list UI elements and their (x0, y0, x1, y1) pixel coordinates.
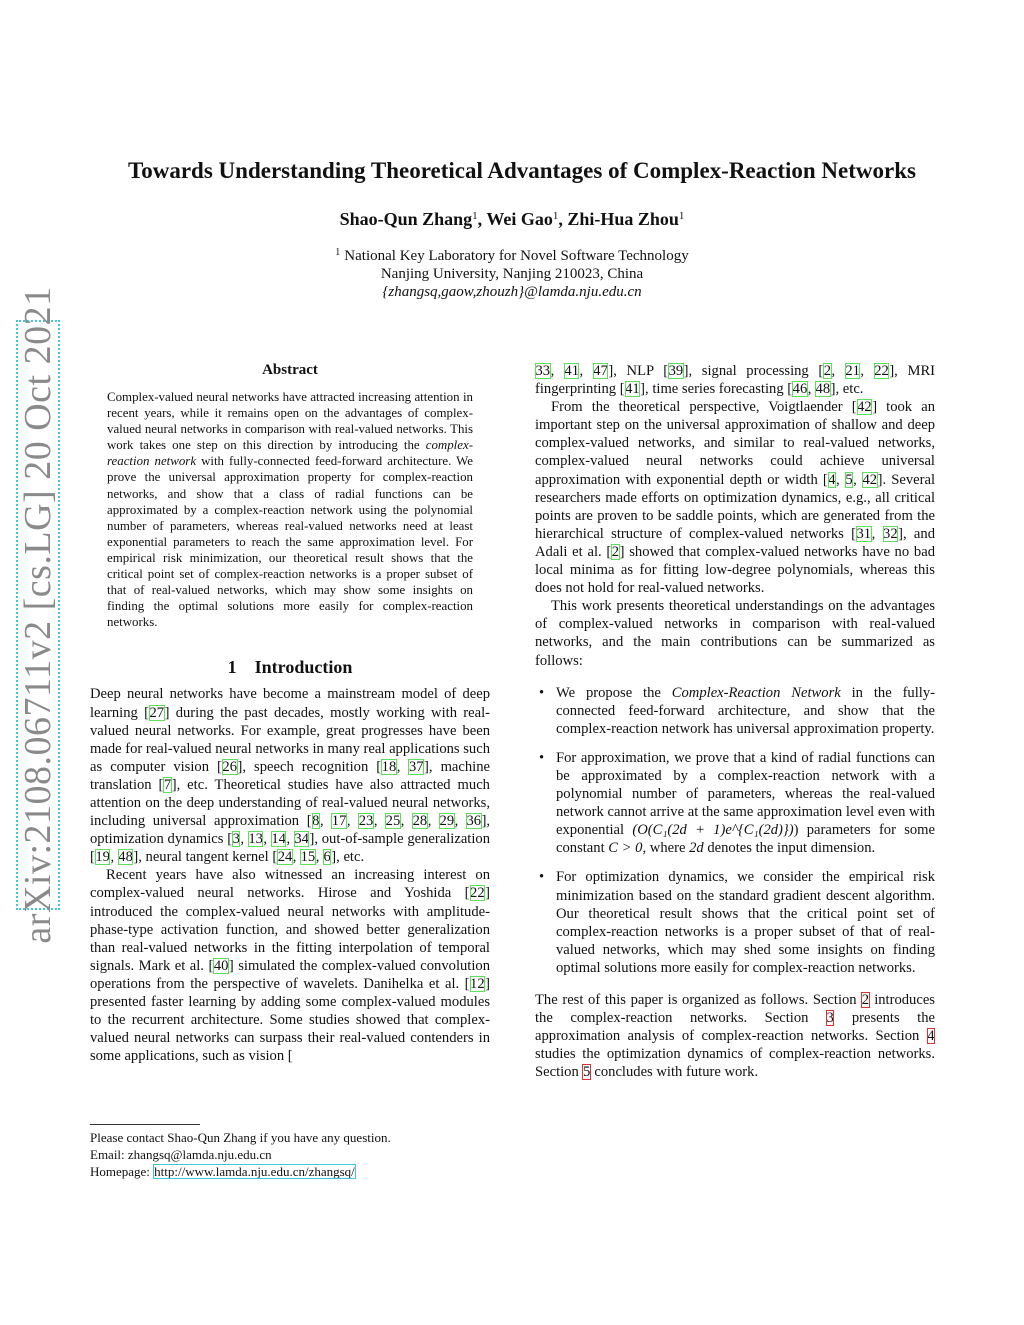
intro-paragraph-2 (90, 866, 490, 1065)
footnote-rule (90, 1124, 200, 1125)
abstract-text-part: Complex-valued neural networks have attracted increasing attention in recent years, while it remains open on the advantages of complex-valued neural networks in comparison with real-valued networks. This work takes one step on this direction by introducing the (107, 390, 473, 453)
text-run: presents the approximation analysis of complex-reaction networks. Section (535, 1010, 935, 1045)
citation-link[interactable]: 48 (118, 849, 133, 866)
footnote-homepage (90, 1163, 490, 1180)
section-title: Introduction (254, 657, 353, 678)
footnote-contact: Please contact Shao-Qun Zhang if you have any question. (90, 1130, 391, 1145)
citation-link[interactable]: 33 (535, 363, 551, 379)
text-run: , (319, 813, 332, 830)
math-expression: C > 0 (608, 840, 643, 857)
text-run: , (454, 813, 466, 830)
citation-link[interactable]: 18 (381, 758, 397, 775)
citation-link[interactable]: 31 (856, 525, 872, 542)
intro-paragraph-2-continued (535, 362, 935, 398)
citation-link[interactable]: 7 (163, 776, 172, 793)
author-list: Shao-Qun Zhang$^1$, Wei Gao$^1$, Zhi-Hua Zhou$^1$ (339, 209, 685, 229)
text-run: ], signal processing [ (683, 363, 824, 379)
text-run: , (396, 758, 409, 775)
citation-link[interactable]: 3 (232, 831, 240, 848)
text-run: , (807, 381, 816, 398)
footnote-homepage-label: Homepage: (90, 1164, 154, 1179)
citation-link[interactable]: 28 (412, 813, 428, 830)
text-run: introduces the complex-reaction networks. Section (535, 992, 935, 1027)
section-reference-link[interactable]: 5 (582, 1064, 591, 1081)
text-run: ] presented faster learning by adding some complex-valued modules to the recurrent architecture. Some studies showed that complex-valued neural networks can surpass their real-valued contenders in some applications, such as vision [ (90, 975, 490, 1065)
affiliation-marker: 1 (335, 247, 341, 258)
text-run: ], and Adali et al. [ (535, 525, 935, 560)
homepage-link[interactable]: http://www.lamda.nju.edu.cn/zhangsq/ (154, 1164, 355, 1179)
intro-paragraph-4: This work presents theoretical understandings on the advantages of complex-valued networks in comparison with real-valued networks, and the main contributions can be summarized as follows: (535, 598, 935, 669)
citation-link[interactable]: 34 (294, 831, 309, 848)
citation-link[interactable]: 19 (95, 849, 110, 866)
contribution-item: • For optimization dynamics, we consider the empirical risk minimization based on the standard gradient descent algorithm. Our theoretical result shows that the critical point set of complex-reaction networks is a proper subset of that of real-valued networks, which may shed some insights on finding optimal solutions more easily for complex-reaction networks. (535, 868, 935, 977)
citation-link[interactable]: 25 (385, 813, 401, 830)
citation-link[interactable]: 14 (271, 831, 286, 848)
intro-paragraph-1 (90, 685, 490, 866)
citation-link[interactable]: 5 (845, 471, 853, 488)
text-run: ], etc. (331, 849, 365, 866)
text-run: , (427, 813, 440, 830)
text-run: ], neural tangent kernel [ (133, 849, 278, 866)
citation-link[interactable]: 42 (862, 471, 878, 488)
author-affiliation-marker: 1 (678, 210, 685, 222)
text-run: Deep neural networks have become a mainstream model of deep learning [ (90, 686, 490, 721)
text-run: , (263, 831, 271, 848)
abstract-text (107, 389, 473, 630)
text-run: ) parameters for some constant (556, 822, 936, 857)
citation-link[interactable]: 21 (845, 363, 860, 379)
citation-link[interactable]: 46 (792, 381, 808, 398)
footnote (90, 1124, 490, 1180)
citation-link[interactable]: 27 (149, 704, 165, 721)
citation-link[interactable]: 42 (857, 399, 872, 416)
contribution-item (535, 684, 935, 738)
text-run: ], optimization dynamics [ (90, 813, 491, 848)
text-run: ], NLP [ (608, 363, 669, 379)
text-run: , (373, 813, 386, 830)
section-heading-introduction (90, 657, 490, 678)
citation-link[interactable]: 26 (222, 758, 238, 775)
math-expression: (O(C₁(2d + 1)e^{C₁(2d)}) (632, 822, 794, 839)
text-run: , (836, 471, 845, 488)
emphasized-term: Complex-Reaction Network (671, 684, 841, 701)
citation-link[interactable]: 39 (668, 363, 684, 379)
citation-link[interactable]: 4 (828, 471, 836, 488)
citation-link[interactable]: 37 (408, 758, 424, 775)
section-reference-link[interactable]: 4 (927, 1028, 935, 1045)
left-column (90, 362, 490, 1065)
text-run: , (860, 363, 874, 379)
citation-link[interactable]: 29 (439, 813, 455, 830)
text-run: , (315, 849, 323, 866)
citation-link[interactable]: 22 (470, 885, 485, 902)
text-run: ] took an important step on the universal approximation of shallow and deep complex-valued networks, and similar to real-valued networks, complex-valued neural networks could achieve universal approximation with exponential depth or width [ (535, 399, 935, 488)
citation-link[interactable]: 15 (300, 849, 316, 866)
author-name: Shao-Qun Zhang (339, 209, 473, 229)
text-run: , (871, 525, 883, 542)
citation-link[interactable]: 48 (815, 381, 831, 398)
author-name: Wei Gao (486, 209, 553, 229)
right-column (535, 362, 935, 1081)
text-run: , (240, 831, 248, 848)
contributions-list (535, 684, 935, 977)
text-run: , (831, 363, 845, 379)
citation-link[interactable]: 22 (874, 363, 889, 379)
citation-link[interactable]: 8 (312, 813, 320, 830)
text-run: , (400, 813, 413, 830)
text-run: For approximation, we prove that a kind of radial functions can be approximated by a complex-reaction network with a polynomial number of parameters, whereas the real-valued network cannot arrive at the same approximation level even with exponential (556, 749, 935, 839)
text-run: ], out-of-sample generalization [ (90, 831, 491, 866)
text-run: ] introduced the complex-valued neural networks with amplitude-phase-type activation function, and showed better generalization than real-valued networks in the fitting interpolation of temporal signals. Mark et al. [ (90, 885, 490, 974)
text-run: ], time series forecasting [ (640, 381, 793, 398)
text-run: ] during the past decades, mostly working with real-valued neural networks. For example, great progresses have been made for real-valued neural networks in many real applications such as computer vision [ (90, 704, 490, 775)
section-number: 1 (227, 657, 237, 678)
intro-paragraph-3 (535, 398, 935, 597)
text-run: Recent years have also witnessed an increasing interest on complex-valued neural networks. Hirose and Yoshida [ (90, 867, 490, 902)
text-run: studies the optimization dynamics of complex-reaction networks. Section (535, 1046, 935, 1081)
text-run: denotes the input dimension. (703, 840, 876, 857)
text-run: ], MRI fingerprinting [ (535, 363, 936, 398)
text-run: in the fully-connected feed-forward architecture, and show that the complex-reaction network has universal approximation property. (556, 684, 935, 737)
contribution-item (535, 749, 935, 858)
citation-link[interactable]: 6 (323, 849, 331, 866)
citation-link[interactable]: 23 (358, 813, 374, 830)
arxiv-stamp (16, 286, 64, 944)
citation-link[interactable]: 32 (883, 525, 898, 542)
text-run: ] showed that complex-valued networks have no bad local minima as for fitting low-degree polynomials, whereas this does not hold for real-valued networks. (535, 543, 935, 597)
intro-paragraph-5 (535, 991, 935, 1081)
math-expression: 2d (689, 840, 704, 857)
text-run: , (110, 849, 118, 866)
text-run: ] simulated the complex-valued convolution operations from the perspective of wavelets. Danihelka et al. [ (90, 957, 490, 992)
text-run: concludes with future work. (590, 1064, 759, 1081)
text-run: ], etc. Theoretical studies have also attracted much attention on the deep understanding of real-valued neural networks, including universal approximation [ (90, 776, 490, 830)
text-run: ], speech recognition [ (237, 758, 382, 775)
citation-link[interactable]: 47 (593, 363, 608, 379)
footnote-email: Email: zhangsq@lamda.nju.edu.cn (90, 1147, 272, 1162)
citation-link[interactable]: 41 (625, 381, 640, 398)
abstract-heading: Abstract (262, 362, 318, 378)
text-run: ]. Several researchers made efforts on optimization dynamics, e.g., all critical points are proven to be saddle points, which are generated from the hierarchical structure of complex-valued networks [ (535, 471, 936, 542)
author-affiliation-marker: 1 (472, 210, 478, 222)
section-reference-link[interactable]: 2 (861, 992, 870, 1008)
section-reference-link[interactable]: 3 (826, 1010, 834, 1027)
text-run: We propose the (556, 684, 672, 701)
citation-link[interactable]: 12 (470, 975, 485, 992)
citation-link[interactable]: 2 (823, 363, 832, 379)
citation-link[interactable]: 13 (248, 831, 263, 848)
citation-link[interactable]: 41 (564, 363, 579, 379)
abstract-term: complex-reaction network (107, 438, 473, 469)
text-run: ], etc. (830, 381, 864, 398)
abstract-text-part: with fully-connected feed-forward architecture. We prove the universal approximation property for complex-reaction networks, and show that a class of radial functions can be approximated by a complex-reaction network using the polynomial number of parameters, whereas real-valued networks need at least exponential parameters to reach the same approximation level. For empirical risk minimization, our theoretical result shows that the critical point set of complex-reaction networks is a proper subset of that of real-valued networks, which may show some insights on finding the optimal solutions more easily for complex-reaction networks. (107, 454, 473, 630)
arxiv-stamp-text[interactable]: arXiv:2108.06711v2 [cs.LG] 20 Oct 2021 (17, 286, 59, 944)
text-run: , where (642, 840, 690, 857)
author-affiliation-marker: 1 (552, 210, 559, 222)
text-run: ], machine translation [ (90, 758, 491, 793)
text-run: The rest of this paper is organized as follows. Section (535, 992, 862, 1008)
text-run: , (579, 363, 593, 379)
text-run: , (346, 813, 359, 830)
text-run: , (550, 363, 564, 379)
text-run: , (292, 849, 301, 866)
affiliation-block (80, 244, 944, 301)
author-emails: {zhangsq,gaow,zhouzh}@lamda.nju.edu.cn (382, 284, 642, 300)
citation-link[interactable]: 24 (277, 849, 293, 866)
text-run: , (853, 471, 862, 488)
citation-link[interactable]: 36 (466, 813, 482, 830)
affiliation-lab: National Key Laboratory for Novel Software Technology (344, 248, 689, 264)
citation-link[interactable]: 40 (213, 957, 229, 974)
text-run: From the theoretical perspective, Voigtlaender [ (551, 399, 857, 416)
affiliation-university: Nanjing University, Nanjing 210023, China (380, 266, 644, 282)
text-run: , (286, 831, 294, 848)
author-name: Zhi-Hua Zhou (567, 209, 679, 229)
paper-title: Towards Understanding Theoretical Advantages of Complex-Reaction Networks (128, 158, 916, 183)
citation-link[interactable]: 17 (331, 813, 347, 830)
citation-link[interactable]: 2 (611, 543, 620, 560)
